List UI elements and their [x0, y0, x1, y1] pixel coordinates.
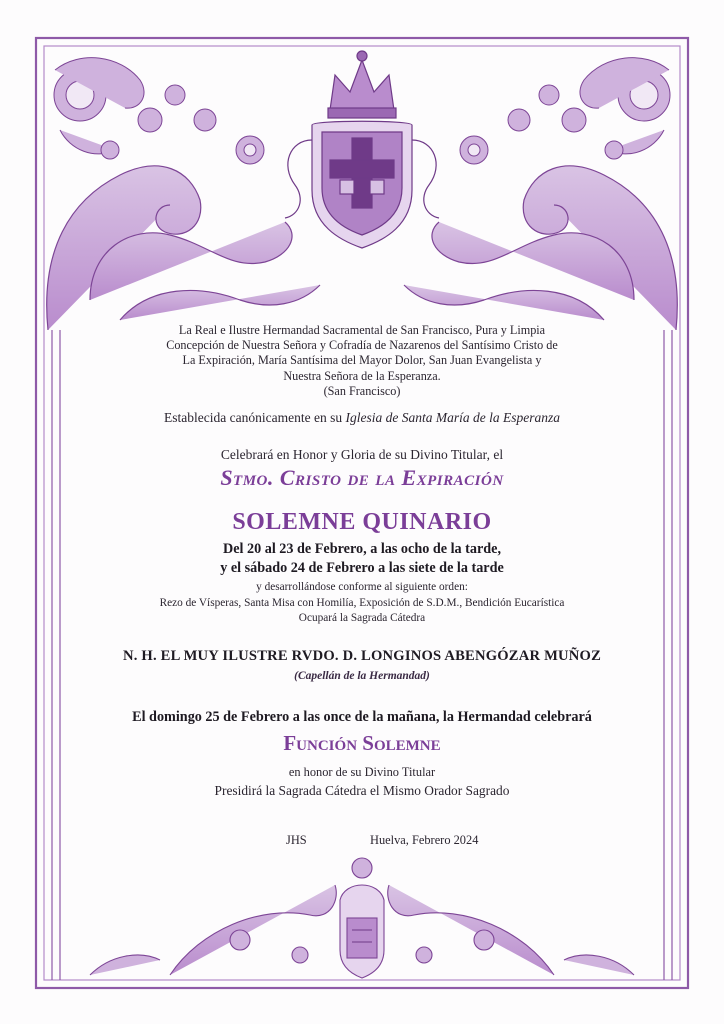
jhs-monogram: JHS	[286, 833, 307, 847]
quinario-title: SOLEMNE QUINARIO	[232, 509, 492, 535]
header-line: Nuestra Señora de la Esperanza.	[283, 368, 441, 383]
header-line: La Expiración, María Santísima del Mayor Dolor, San Juan Evangelista y	[182, 353, 542, 368]
titular-title: Stmo. Cristo de la Expiración	[220, 465, 504, 490]
bottom-ornament	[90, 858, 634, 978]
quinario-dates	[0, 540, 724, 578]
date-place: Huelva, Febrero 2024	[370, 833, 479, 847]
established-prefix: Establecida canónicamente en su	[164, 410, 346, 425]
header-line: La Real e Ilustre Hermandad Sacramental de San Francisco, Pura y Limpia	[178, 323, 546, 337]
top-right-corner-ornament	[460, 58, 670, 164]
dates-line: Del 20 al 23 de Febrero, a las ocho de la tarde,	[222, 541, 502, 557]
honor-line: en honor de su Divino Titular	[288, 765, 436, 779]
coat-of-arms	[285, 51, 439, 248]
established-line	[0, 410, 724, 426]
top-left-corner-ornament	[54, 58, 264, 164]
order-of-service	[0, 580, 724, 627]
dates-line: y el sábado 24 de Febrero a las siete de la tarde	[220, 560, 504, 576]
header-line: (San Francisco)	[323, 383, 401, 398]
preacher-role: (Capellán de la Hermandad)	[294, 670, 430, 682]
sunday-announcement: El domingo 25 de Febrero a las once de la mañana, la Hermandad celebrará	[132, 709, 592, 725]
funcion-title: Función Solemne	[283, 731, 441, 755]
preacher-name: N. H. EL MUY ILUSTRE RVDO. D. LONGINOS ABENGÓZAR MUÑOZ	[122, 648, 602, 664]
brotherhood-header	[0, 323, 724, 399]
header-line: Concepción de Nuestra Señora y Cofradía de Nazarenos del Santísimo Cristo de	[166, 338, 558, 353]
orden-line: Rezo de Vísperas, Santa Misa con Homilía, Exposición de S.D.M., Bendición Eucarística	[159, 596, 565, 609]
church-name: Iglesia de Santa María de la Esperanza	[345, 410, 560, 425]
celebrara-line: Celebrará en Honor y Gloria de su Divino Titular, el	[220, 447, 504, 462]
orden-line: y desarrollándose conforme al siguiente orden:	[256, 581, 468, 593]
orden-line: Ocupará la Sagrada Cátedra	[298, 612, 426, 624]
presidira-line: Presidirá la Sagrada Cátedra el Mismo Orador Sagrado	[214, 783, 510, 798]
